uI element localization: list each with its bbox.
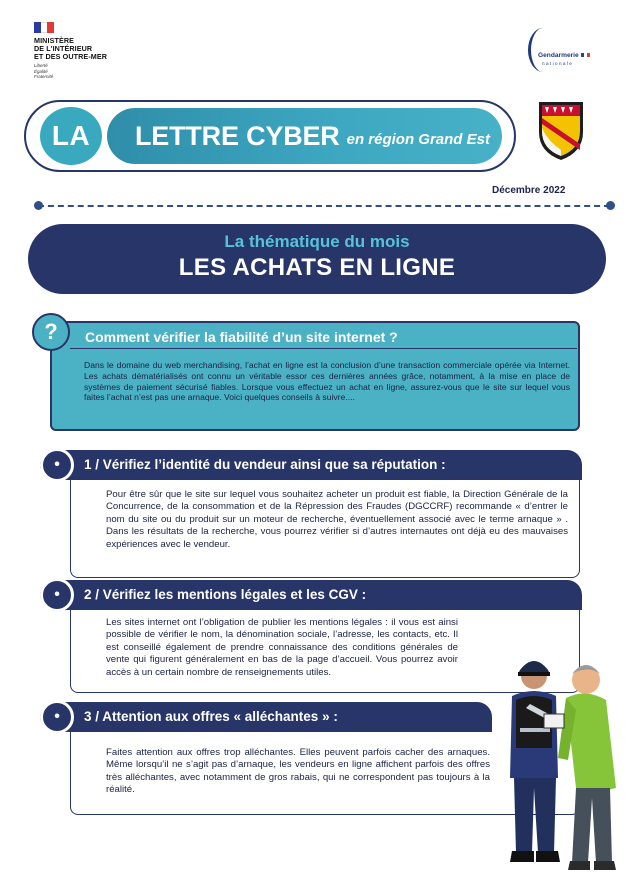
tricolor-icon bbox=[581, 53, 590, 57]
section-2-header bbox=[40, 580, 582, 610]
section-3-text: Faites attention aux offres trop alléchantes. Elles peuvent parfois cacher des arnaques. Même lorsqu’il ne s’agit pas d’arnaque, les vendeurs en ligne affichent parfois des offres très alléchantes, avec notamment de gros rabais, qui ne correspondent pas toujours à la réalité. bbox=[106, 747, 490, 796]
dotted-divider bbox=[38, 205, 610, 207]
question-underline bbox=[70, 348, 577, 349]
ministry-logo bbox=[34, 22, 144, 80]
section-3-header bbox=[40, 702, 492, 732]
theme-title: LES ACHATS EN LIGNE bbox=[178, 254, 456, 281]
section-2-bullet-icon: • bbox=[40, 578, 74, 612]
theme-label: La thématique du mois bbox=[224, 232, 410, 251]
banner-subtitle: en région Grand Est bbox=[346, 130, 490, 148]
section-1-text: Pour être sûr que le site sur lequel vous souhaitez acheter un produit est fiable, la Direction Générale de la Concurrence, de la consommation et de la Répression des Fraudes (DGCCRF) recommande « d’entrer le nom du site ou du produit sur un moteur de recherche, éventuellement associé avec le terme arnaque » . Dans les résultats de la recherche, vous pourrez vérifier si d’autres internautes ont déjà eu des mauvaises expériences avec le vendeur. bbox=[106, 489, 568, 550]
issue-date: Décembre 2022 bbox=[492, 185, 566, 196]
ministry-line-1: MINISTÈRE bbox=[34, 36, 75, 45]
section-3-title: 3 / Attention aux offres « alléchantes » : bbox=[84, 709, 338, 724]
ministry-line-3: ET DES OUTRE-MER bbox=[34, 52, 108, 61]
theme-banner bbox=[28, 224, 606, 294]
banner-la: LA bbox=[51, 120, 91, 151]
gendarmerie-logo bbox=[528, 28, 603, 73]
question-icon: ? bbox=[32, 313, 70, 351]
question-text: Dans le domaine du web merchandising, l’achat en ligne est la conclusion d’une transaction commerciale opérée via Internet. Les achats dématérialisés ont connu un véritable essor ces dernières années grâce, notamment, à la mise en place de systèmes de paiement sécurisé fiables. Lorsque vous effectuez un achat en ligne, assurez-vous que le site sur lequel vous faites l’achat n’est pas une arnaque. Voici quelques conseils à suivre.... bbox=[84, 360, 570, 403]
french-flag-icon bbox=[34, 22, 54, 33]
divider-dot-right bbox=[606, 201, 615, 210]
officers-illustration bbox=[492, 648, 622, 873]
section-2-title: 2 / Vérifiez les mentions légales et les CGV : bbox=[84, 587, 367, 602]
section-1-header bbox=[40, 450, 582, 480]
section-1-title: 1 / Vérifiez l’identité du vendeur ainsi que sa réputation : bbox=[84, 457, 446, 472]
banner-la-circle bbox=[40, 107, 102, 165]
divider-dot-left bbox=[34, 201, 43, 210]
grand-est-shield-icon bbox=[537, 100, 585, 162]
republic-motto: Liberté Égalité Fraternité bbox=[34, 63, 54, 79]
banner-title-pill bbox=[107, 108, 502, 164]
gendarmerie-sub: nationale bbox=[542, 61, 574, 66]
section-3-bullet-icon: • bbox=[40, 700, 74, 734]
ministry-line-2: DE L'INTÉRIEUR bbox=[34, 44, 93, 53]
section-2-text: Les sites internet ont l’obligation de publier les mentions légales : il vous est ainsi possible de vérifier le nom, la dénomination sociale, l’adresse, les contacts, etc. Il est conseillé également de prendre connaissance des conditions générales de vente qui figurent généralement en bas de la page d’accueil. Vous pourrez avoir accès à un certain nombre de renseignements utiles. bbox=[106, 617, 458, 678]
question-title: Comment vérifier la fiabilité d’un site internet ? bbox=[85, 329, 398, 345]
banner-title: LETTRE CYBER bbox=[135, 120, 340, 151]
gendarmerie-name: Gendarmerie bbox=[538, 52, 579, 59]
section-1-bullet-icon: • bbox=[40, 448, 74, 482]
